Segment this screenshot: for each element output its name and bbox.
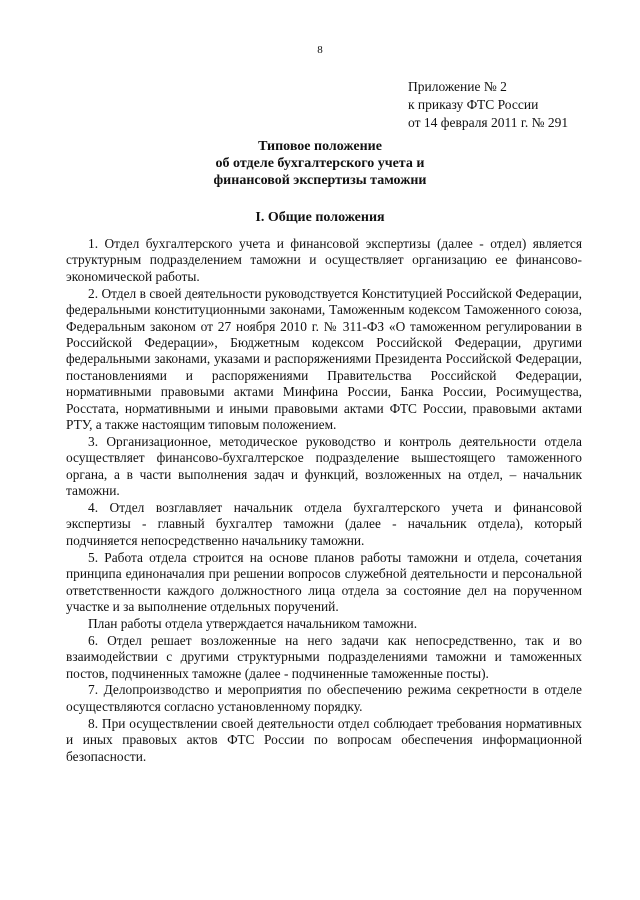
page-number: 8 xyxy=(317,44,323,56)
document-body xyxy=(66,236,582,766)
paragraph-5-plan: План работы отдела утверждается начальником таможни. xyxy=(88,615,418,631)
annex-block xyxy=(408,78,568,132)
paragraph-4: 4. Отдел возглавляет начальник отдела бухгалтерского учета и финансовой экспертизы - главный бухгалтер таможни (далее - начальник отдела), который подчиняется непосредственно начальнику таможни. xyxy=(66,500,582,548)
paragraph-3: 3. Организационное, методическое руководство и контроль деятельности отдела осуществляет финансово-бухгалтерское подразделение вышестоящего таможенного органа, а в части выполнения задач и функций, возложенных на отдел, – начальник таможни. xyxy=(66,433,582,499)
paragraph-6: 6. Отдел решает возложенные на него задачи как непосредственно, так и во взаимодействии с другими структурными подразделениями таможни и таможенных постов, подчиненных таможне (далее - подчиненные таможенные посты). xyxy=(66,632,582,681)
paragraph-2: 2. Отдел в своей деятельности руководствуется Конституцией Российской Федерации, федеральными конституционными законами, Таможенным кодексом Таможенного союза, Федеральным законом от 27 ноября 2010 г. № 311-ФЗ «О таможенном регулировании в Российской Федерации», Бюджетным кодексом Российской Федерации, другими федеральными законами, указами и распоряжениями Президента Российской Федерации, постановлениями и распоряжениями Правительства Российской Федерации, нормативными правовыми актами Минфина России, Банка России, Росимущества, Росстата, нормативными и иными правовыми актами ФТС России, правовыми актами РТУ, а также настоящим типовым положением. xyxy=(66,285,582,432)
document-title xyxy=(0,138,640,189)
title-line-2: об отделе бухгалтерского учета и xyxy=(215,156,425,171)
paragraph-7: 7. Делопроизводство и мероприятия по обеспечению режима секретности в отделе осуществляются согласно установленному порядку. xyxy=(66,682,582,714)
paragraph-5: 5. Работа отдела строится на основе планов работы таможни и отдела, сочетания принципа единоначалия при решении вопросов служебной деятельности и персональной ответственности каждого должностного лица отдела за состояние дел на порученном участке и за выполнение отдельных поручений. xyxy=(66,549,582,614)
title-line-1: Типовое положение xyxy=(258,139,382,154)
annex-title: Приложение № 2 xyxy=(408,79,507,94)
annex-order-date: от 14 февраля 2011 г. № 291 xyxy=(408,115,569,130)
annex-order-ref: к приказу ФТС России xyxy=(408,97,539,112)
section-heading: I. Общие положения xyxy=(255,210,385,225)
paragraph-1: 1. Отдел бухгалтерского учета и финансовой экспертизы (далее - отдел) является структурным подразделением таможни и осуществляет организацию ее финансово-экономической работы. xyxy=(66,236,582,284)
title-line-3: финансовой экспертизы таможни xyxy=(213,173,427,188)
paragraph-8: 8. При осуществлении своей деятельности отдел соблюдает требования нормативных и иных правовых актов ФТС России по вопросам обеспечения информационной безопасности. xyxy=(66,715,582,764)
